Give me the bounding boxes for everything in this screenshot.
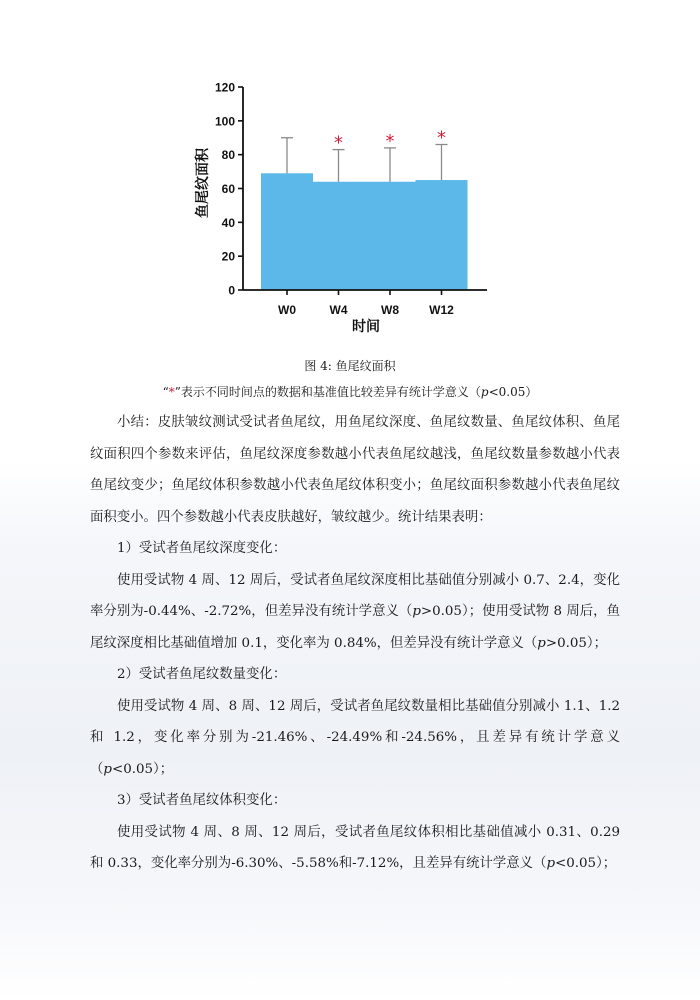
note-text: ”表示不同时间点的数据和基准值比较差异有统计学意义（: [174, 385, 481, 399]
section1-text-a: 使用受试物 4 周、12 周后，受试者鱼尾纹深度相比基础值分别减小 0.7、2.4，变化率分别为-0.44%、-2.72%，但差异没有统计学意义（: [90, 572, 620, 619]
note-star: *: [168, 385, 175, 399]
bar-chart: [0, 70, 700, 340]
section2-p1: p: [103, 761, 112, 777]
bar-w0: [261, 173, 313, 290]
y-tick-label: 0: [228, 283, 235, 298]
section3-p1: p: [546, 856, 556, 871]
y-tick-label: 120: [214, 80, 235, 95]
y-tick-label: 100: [214, 114, 235, 129]
summary-paragraph: 小结：皮肤皱纹测试受试者鱼尾纹，用鱼尾纹深度、鱼尾纹数量、鱼尾纹体积、鱼尾纹面积四个参数来评估，鱼尾纹深度参数越小代表鱼尾纹越浅，鱼尾纹数量参数越小代表鱼尾纹变少；鱼尾纹体积参数越小代表鱼尾纹体积变小；鱼尾纹面积参数越小代表鱼尾纹面积变小。四个参数越小代表皮肤越好，皱纹越少。统计结果表明：: [90, 415, 620, 525]
section1-p1: p: [412, 604, 421, 619]
significance-note: [0, 383, 700, 400]
y-tick-label: 60: [221, 182, 235, 196]
x-tick-label: W12: [429, 303, 454, 317]
note-p: p: [480, 385, 489, 399]
x-axis-label: 时间: [352, 319, 380, 335]
bar-w8: [364, 182, 416, 290]
x-tick-label: W8: [381, 303, 399, 317]
y-tick-label: 20: [221, 249, 235, 264]
section3-heading: 3）受试者鱼尾纹体积变化：: [117, 793, 287, 808]
figure-title: 图 4: 鱼尾纹面积: [304, 359, 396, 373]
report-body: [90, 407, 620, 880]
bar-w4: [313, 182, 365, 290]
x-tick-label: W0: [278, 303, 296, 317]
section1-p2: p: [537, 635, 546, 651]
section1-paragraph: [90, 565, 620, 660]
x-tick-label: W4: [329, 303, 348, 317]
note-close: <0.05）: [488, 385, 538, 399]
note-open: “: [162, 385, 169, 399]
bar-w12: [416, 180, 468, 290]
y-tick-label: 80: [221, 148, 235, 163]
significance-marker: *: [334, 132, 343, 154]
significance-marker: *: [437, 127, 446, 149]
section1-text-b: >0.05）；使用受试物 8 周后，鱼尾纹深度相比基础值增加 0.1，变化率为 0.84%，但差异没有统计学意义（: [90, 604, 620, 651]
section1-text-c: >0.05）；: [545, 635, 607, 651]
significance-marker: *: [385, 130, 395, 152]
section2-paragraph: [90, 691, 620, 786]
y-axis-label: 鱼尾纹面积: [195, 148, 211, 218]
section3-paragraph: [90, 817, 620, 880]
section3-text-a: 使用受试物 4 周、8 周、12 周后，受试者鱼尾纹体积相比基础值减小 0.31、0.29 和 0.33，变化率分别为-6.30%、-5.58%和-7.12%，且差异有统计学意义（: [90, 824, 620, 871]
section3-text-b: <0.05）；: [555, 856, 617, 871]
figure-caption: [0, 357, 700, 374]
section2-text-b: <0.05）；: [111, 761, 174, 777]
section2-text-a: 使用受试物 4 周、8 周、12 周后，受试者鱼尾纹数量相比基础值分别减小 1.1、1.2 和 1.2，变化率分别为-21.46%、-24.49%和-24.56%，且差异有统计学意义（: [90, 698, 620, 777]
section2-heading: 2）受试者鱼尾纹数量变化：: [117, 667, 287, 682]
y-tick-label: 40: [221, 215, 235, 230]
section1-heading: 1）受试者鱼尾纹深度变化：: [117, 541, 287, 556]
